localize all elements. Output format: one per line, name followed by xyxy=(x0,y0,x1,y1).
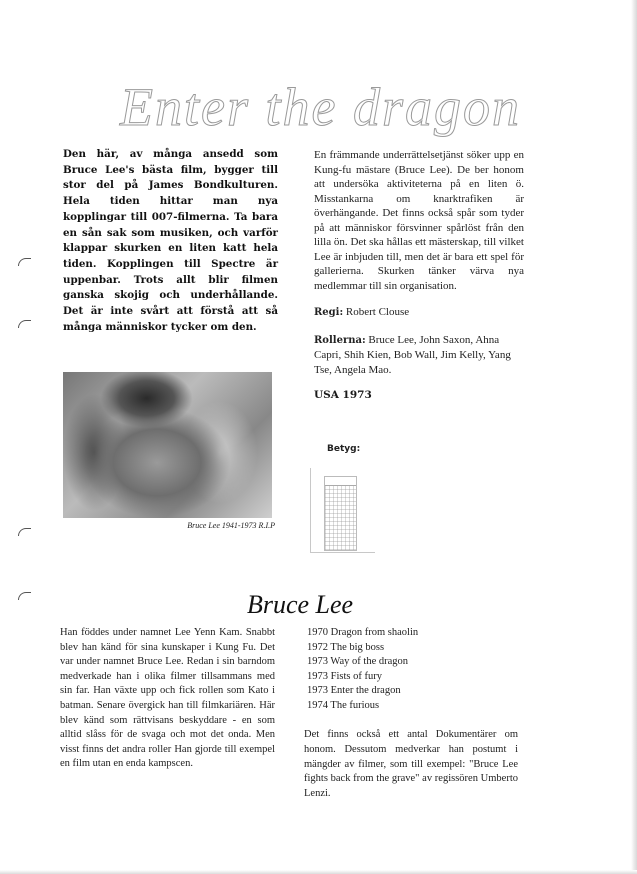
film-item: 1972 The big boss xyxy=(307,641,385,653)
rating-label: Betyg: xyxy=(327,444,361,454)
cast-credit xyxy=(314,333,524,378)
review-column xyxy=(314,148,524,401)
filmography-list xyxy=(307,626,522,714)
page-title: Enter the dragon xyxy=(120,77,521,137)
page-edge-bottom xyxy=(0,870,637,874)
cast-list: Bruce Lee, John Saxon, Ahna Capri, Shih Kien, Bob Wall, Jim Kelly, Yang Tse, Angela Mao. xyxy=(314,333,511,376)
film-item: 1974 The furious xyxy=(307,699,380,711)
director-label: Regi: xyxy=(314,307,344,318)
rating-axis-horizontal xyxy=(310,552,375,553)
rating-meter xyxy=(324,476,357,551)
rating-meter-empty-part xyxy=(325,477,356,486)
bruce-lee-photo xyxy=(63,372,272,518)
documentaries-paragraph: Det finns också ett antal Dokumentärer om honom. Dessutom medverkar han postumt i mängder av filmer, som till exempel: "Bruce Lee fights back from the grave" av regissören Umberto Lenzi. xyxy=(304,729,518,800)
film-item: 1973 Enter the dragon xyxy=(307,685,401,697)
director-credit xyxy=(314,305,524,321)
punch-hole-mark xyxy=(18,320,31,328)
intro-paragraph: Den här, av många ansedd som Bruce Lee's bästa film, bygger till stor del på James Bondkulturen. Hela tiden hittar man nya kopplingar till 007-filmerna. Ta bara en sån sak som musiken, och varför klappar skurken en liten katt hela tiden. Kopplingen till Spectre är uppenbar. Trots allt blir filmen ganska skojig och underhållande. Det är inte svårt att förstå att så många människor tycker om den. xyxy=(63,148,278,333)
punch-hole-mark xyxy=(18,258,31,266)
photo-caption: Bruce Lee 1941-1973 R.I.P xyxy=(187,521,275,530)
director-name: Robert Clouse xyxy=(345,306,410,318)
section-title: Bruce Lee xyxy=(246,590,354,619)
country-year: USA 1973 xyxy=(314,389,372,401)
punch-hole-mark xyxy=(18,528,31,536)
film-item: 1970 Dragon from shaolin xyxy=(307,627,419,638)
plot-summary: En främmande underrättelsetjänst söker upp en Kung-fu mästare (Bruce Lee). De ber honom att undersöka aktiviteterna på en liten ö. Misstankarna om knarktrafiken är överhängande. Det finns också spår som tyder på att människor försvinner spårlöst från den lilla ön. Det ska hållas ett mästerskap, till vilket Lee är inbjuden till, men det är bara ett spel för gallerierna. Skurken tänker värva nya medlemmar till sin organisation. xyxy=(314,149,524,292)
cast-label: Rollerna: xyxy=(314,334,366,346)
rating-axis-vertical xyxy=(310,468,311,553)
film-item: 1973 Way of the dragon xyxy=(307,656,409,668)
biography-paragraph: Han föddes under namnet Lee Yenn Kam. Snabbt blev han känd för sina kunskaper i Kung Fu. Det var under namnet Bruce Lee. Redan i sin barndom medverkade han i olika filmer tillsammans med sin far. Han växte upp och fick rollen som Kato i batman. Senare övergick han till filmkariären. Här blev känd som rättvisans beskyddare - en som alltid slåss för de svaga och mot det onda. Men visst finns det andra roller Han gjorde till exempel en film utan en enda kampscen. xyxy=(60,627,275,770)
page-edge-right xyxy=(631,0,637,874)
punch-hole-mark xyxy=(18,592,31,600)
film-item: 1973 Fists of fury xyxy=(307,670,382,682)
